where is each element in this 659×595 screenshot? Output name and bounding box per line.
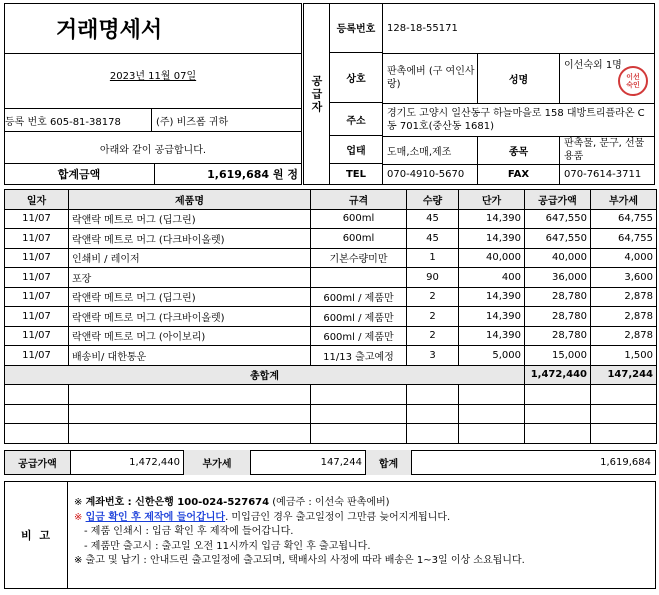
cell-qty: 2 xyxy=(407,307,459,327)
business-item-value: 판촉물, 문구, 선물용품 xyxy=(564,138,645,162)
divider xyxy=(4,53,302,54)
payment-notice-rest: . 미입금인 경우 출고일정이 그만큼 늦어지게됩니다. xyxy=(225,511,451,523)
remarks-line xyxy=(74,496,649,511)
cell-qty: 45 xyxy=(407,229,459,249)
cell-spec: 600ml / 제품만 xyxy=(311,287,407,307)
cell-supply: 40,000 xyxy=(525,248,591,268)
cell-vat: 2,878 xyxy=(591,287,657,307)
cell-product: 락앤락 메트로 머그 (다크바이올렛) xyxy=(69,229,311,249)
cell-product: 포장 xyxy=(69,268,311,288)
cell-vat: 1,500 xyxy=(591,346,657,366)
total-row xyxy=(5,365,657,385)
cell-supply: 28,780 xyxy=(525,326,591,346)
cell-spec: 600ml / 제품만 xyxy=(311,326,407,346)
column-header: 공급가액 xyxy=(525,190,591,210)
cell-supply: 15,000 xyxy=(525,346,591,366)
buyer-reg-number: 등록 번호 605-81-38178 xyxy=(5,116,121,128)
column-header: 수량 xyxy=(407,190,459,210)
company-value: 판촉에버 (구 여인사랑) xyxy=(387,66,475,90)
cell-supply: 647,550 xyxy=(525,209,591,229)
tel-label: TEL xyxy=(330,164,383,185)
address-label: 주소 xyxy=(330,103,383,136)
summary-supply-value: 1,472,440 xyxy=(71,450,184,475)
summary-supply-label: 공급가액 xyxy=(4,450,71,475)
buyer-name: (주) 비즈폼 귀하 xyxy=(156,116,229,128)
column-header: 규격 xyxy=(311,190,407,210)
remarks-content xyxy=(74,496,649,569)
summary-vat-label: 부가세 xyxy=(184,450,251,475)
total-row-vat: 147,244 xyxy=(591,365,657,385)
cell-date: 11/07 xyxy=(5,307,69,327)
table-row xyxy=(5,326,657,346)
total-amount-label: 합계금액 xyxy=(57,168,101,181)
cell-qty: 1 xyxy=(407,248,459,268)
divider xyxy=(4,131,302,132)
table-row xyxy=(5,287,657,307)
cell-spec: 600ml / 제품만 xyxy=(311,307,407,327)
summary-sum-value: 1,619,684 xyxy=(600,457,651,468)
remarks-line: - 제품만 출고시 : 출고일 오전 11시까지 입금 확인 후 출고됩니다. xyxy=(84,540,371,552)
cell-unit-price: 14,390 xyxy=(459,307,525,327)
column-header: 일자 xyxy=(5,190,69,210)
summary-sum-label: 합계 xyxy=(366,450,412,475)
cell-supply: 647,550 xyxy=(525,229,591,249)
cell-spec: 기본수량미만 xyxy=(311,248,407,268)
empty-row xyxy=(5,424,657,444)
table-header-row xyxy=(5,190,657,210)
column-header: 제품명 xyxy=(69,190,311,210)
payment-notice-link[interactable]: 입금 확인 후 제작에 들어갑니다 xyxy=(85,511,226,523)
business-type-value: 도매,소매,제조 xyxy=(387,146,452,158)
remarks-line: - 제품 인쇄시 : 입금 확인 후 제작에 들어갑니다. xyxy=(84,526,294,537)
cell-product: 락앤락 메트로 머그 (다크바이올렛) xyxy=(69,307,311,327)
empty-row xyxy=(5,404,657,424)
cell-spec: 11/13 출고예정 xyxy=(311,346,407,366)
bank-account: 계좌번호 : 신한은행 100-024-527674 xyxy=(85,497,270,508)
seal-stamp: 이선숙인 xyxy=(618,66,648,96)
notice-text: 아래와 같이 공급합니다. xyxy=(99,144,207,156)
business-type-label: 업태 xyxy=(330,136,383,164)
divider xyxy=(151,108,152,131)
column-header: 부가세 xyxy=(591,190,657,210)
fax-value: 070-7614-3711 xyxy=(564,169,642,180)
remarks-line xyxy=(74,511,649,526)
representative-name: 이선숙외 1명 xyxy=(564,60,622,71)
address-value: 경기도 고양시 일산동구 하늘마을로 158 대방트리플라온 C동 701호(중산동 1681) xyxy=(387,107,645,132)
cell-unit-price: 5,000 xyxy=(459,346,525,366)
cell-spec xyxy=(311,268,407,288)
issue-date: 2023년 11월 07일 xyxy=(109,70,197,82)
cell-date: 11/07 xyxy=(5,326,69,346)
cell-product: 인쇄비 / 레이저 xyxy=(69,248,311,268)
cell-spec: 600ml xyxy=(311,209,407,229)
cell-unit-price: 40,000 xyxy=(459,248,525,268)
table-row xyxy=(5,307,657,327)
account-holder: (예금주 : 이선숙 판촉에버) xyxy=(269,497,390,508)
fax-label: FAX xyxy=(477,164,560,185)
empty-row xyxy=(5,385,657,405)
tel-value: 070-4910-5670 xyxy=(387,169,465,180)
cell-supply: 28,780 xyxy=(525,307,591,327)
cell-date: 11/07 xyxy=(5,287,69,307)
page-title: 거래명세서 xyxy=(55,17,163,43)
table-row xyxy=(5,229,657,249)
cell-vat: 2,878 xyxy=(591,326,657,346)
cell-qty: 2 xyxy=(407,287,459,307)
total-amount-value: 1,619,684 원 정 xyxy=(207,168,298,181)
supplier-side-label: 공급자 xyxy=(303,3,330,185)
cell-date: 11/07 xyxy=(5,346,69,366)
cell-qty: 45 xyxy=(407,209,459,229)
cell-qty: 90 xyxy=(407,268,459,288)
divider xyxy=(154,163,155,185)
cell-product: 배송비/ 대한통운 xyxy=(69,346,311,366)
reg-number-label: 등록번호 xyxy=(330,3,383,53)
bullet-mark: ※ xyxy=(74,511,86,523)
table-row xyxy=(5,268,657,288)
summary-vat-value: 147,244 xyxy=(251,450,366,475)
cell-date: 11/07 xyxy=(5,229,69,249)
cell-unit-price: 400 xyxy=(459,268,525,288)
cell-date: 11/07 xyxy=(5,268,69,288)
cell-vat: 2,878 xyxy=(591,307,657,327)
cell-vat: 3,600 xyxy=(591,268,657,288)
cell-product: 락앤락 메트로 머그 (아이보리) xyxy=(69,326,311,346)
representative-label: 성명 xyxy=(477,53,560,103)
company-label: 상호 xyxy=(330,53,383,103)
cell-date: 11/07 xyxy=(5,248,69,268)
total-row-label: 총합계 xyxy=(5,365,525,385)
cell-unit-price: 14,390 xyxy=(459,287,525,307)
remarks-label: 비 고 xyxy=(4,481,68,589)
remarks-line: ※ 출고 및 납기 : 안내드린 출고일정에 출고되며, 택배사의 사정에 따라 배송은 1~3일 이상 소요됩니다. xyxy=(74,555,525,566)
business-item-label: 종목 xyxy=(477,136,560,164)
cell-date: 11/07 xyxy=(5,209,69,229)
reg-number-value: 128-18-55171 xyxy=(387,22,458,34)
bullet-mark: ※ xyxy=(74,497,86,508)
cell-vat: 4,000 xyxy=(591,248,657,268)
cell-unit-price: 14,390 xyxy=(459,326,525,346)
cell-supply: 36,000 xyxy=(525,268,591,288)
cell-vat: 64,755 xyxy=(591,229,657,249)
cell-qty: 3 xyxy=(407,346,459,366)
cell-spec: 600ml xyxy=(311,229,407,249)
total-row-supply: 1,472,440 xyxy=(525,365,591,385)
cell-product: 락앤락 메트로 머그 (딥그린) xyxy=(69,287,311,307)
table-row xyxy=(5,209,657,229)
column-header: 단가 xyxy=(459,190,525,210)
cell-vat: 64,755 xyxy=(591,209,657,229)
cell-qty: 2 xyxy=(407,326,459,346)
cell-supply: 28,780 xyxy=(525,287,591,307)
cell-unit-price: 14,390 xyxy=(459,229,525,249)
cell-unit-price: 14,390 xyxy=(459,209,525,229)
cell-product: 락앤락 메트로 머그 (딥그린) xyxy=(69,209,311,229)
table-row xyxy=(5,248,657,268)
table-row xyxy=(5,346,657,366)
items-table xyxy=(4,189,657,444)
